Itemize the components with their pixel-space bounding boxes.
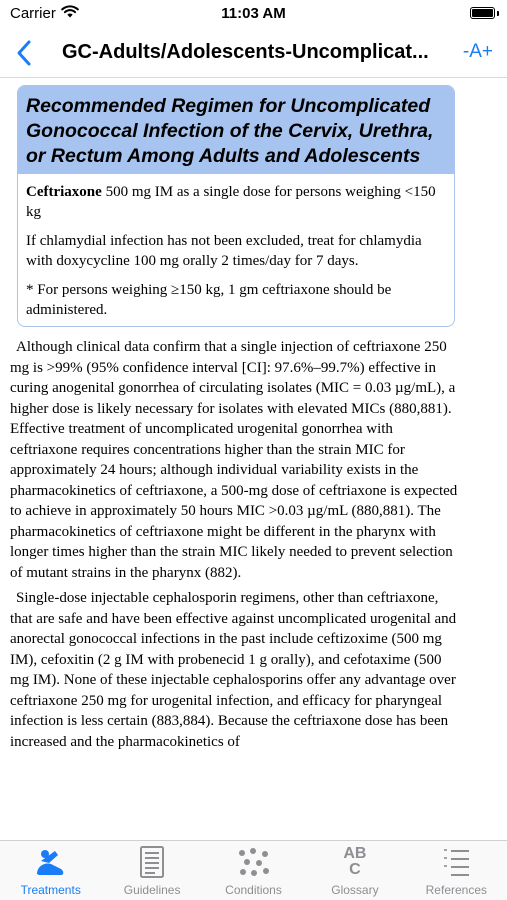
guidelines-icon bbox=[135, 846, 169, 878]
status-bar bbox=[0, 0, 507, 28]
regimen-dose bbox=[26, 182, 446, 222]
back-button[interactable] bbox=[12, 38, 38, 68]
weight-note: * For persons weighing ≥150 kg, 1 gm ceftriaxone should be administered. bbox=[26, 282, 392, 318]
battery-icon bbox=[470, 7, 495, 19]
glossary-icon-bottom: C bbox=[349, 861, 361, 878]
chevron-left-icon bbox=[12, 38, 38, 68]
tab-label: References bbox=[425, 883, 488, 897]
references-icon bbox=[439, 846, 473, 878]
carrier-label: Carrier bbox=[10, 5, 56, 22]
page-title: GC-Adults/Adolescents-Uncomplicat... bbox=[62, 41, 429, 63]
glossary-icon-top: AB bbox=[343, 845, 367, 862]
battery-level bbox=[472, 9, 493, 17]
treatments-icon bbox=[34, 846, 68, 878]
regimen-drug: Ceftriaxone bbox=[26, 184, 102, 200]
tab-label: Treatments bbox=[20, 883, 81, 897]
glossary-icon-text bbox=[343, 846, 366, 878]
paragraph: Single-dose injectable cephalosporin regimens, other than ceftriaxone, that are safe and have been effective against uncomplicated urogenital and anorectal gonococcal infections in the past include ceftizoxime (500 mg IM), cefoxitin (2 g IM with probenecid 1 g orally), and cefotaxime (500 mg IM). None of these injectable cephalosporins offer any advantage over ceftriaxone 250 mg for urogenital infection, and efficacy for pharyngeal infection is less certain (883,884). Because the ceftriaxone dose has been increased and the pharmacokinetics of bbox=[10, 590, 457, 750]
battery-cap bbox=[497, 11, 499, 16]
tab-guidelines[interactable] bbox=[101, 841, 202, 900]
content-scroll-area[interactable] bbox=[0, 79, 507, 840]
tab-label: Guidelines bbox=[123, 883, 181, 897]
tab-label: Conditions bbox=[225, 883, 282, 897]
tab-conditions[interactable] bbox=[203, 841, 304, 900]
conditions-icon bbox=[237, 846, 271, 878]
status-time: 11:03 AM bbox=[221, 5, 286, 22]
navigation-bar bbox=[0, 28, 507, 78]
glossary-icon bbox=[338, 846, 372, 878]
regimen-body bbox=[18, 174, 454, 326]
tab-glossary[interactable] bbox=[304, 841, 405, 900]
tab-references[interactable] bbox=[406, 841, 507, 900]
body-text bbox=[0, 327, 507, 752]
regimen-box bbox=[17, 85, 455, 327]
regimen-dose-text: 500 mg IM as a single dose for persons weighing <150 kg bbox=[26, 184, 436, 220]
font-size-button[interactable]: -A+ bbox=[462, 41, 493, 62]
paragraph: Although clinical data confirm that a single injection of ceftriaxone 250 mg is >99% (95% confidence interval [CI]: 97.6%–99.7%) effective in curing anogenital gonorrhea of circulating isolates (MIC = 0.03 µg/mL), a higher dose is likely necessary for isolates with elevated MICs (880,881). Effective treatment of uncomplicated urogenital gonorrhea with ceftriaxone requires concentrations higher than the strain MIC for approximately 24 hours; although individual variability exists in the pharmacokinetics of ceftriaxone, a 500-mg dose of ceftriaxone is expected to achieve in approximately 50 hours MIC >0.03 µg/mL (880,881). The pharmacokinetics of ceftriaxone might be different in the pharynx with longer times higher than the strain MIC likely needed to prevent selection of mutant strains in the pharynx (882). bbox=[10, 339, 458, 581]
tab-label: Glossary bbox=[331, 883, 379, 897]
chlamydia-note: If chlamydial infection has not been excluded, treat for chlamydia with doxycycline 100 mg orally 2 times/day for 7 days. bbox=[26, 233, 422, 269]
tab-treatments[interactable] bbox=[0, 841, 101, 900]
tab-bar bbox=[0, 840, 507, 900]
regimen-heading: Recommended Regimen for Uncomplicated Gonococcal Infection of the Cervix, Urethra, or Rectum Among Adults and Adolescents bbox=[18, 86, 454, 174]
